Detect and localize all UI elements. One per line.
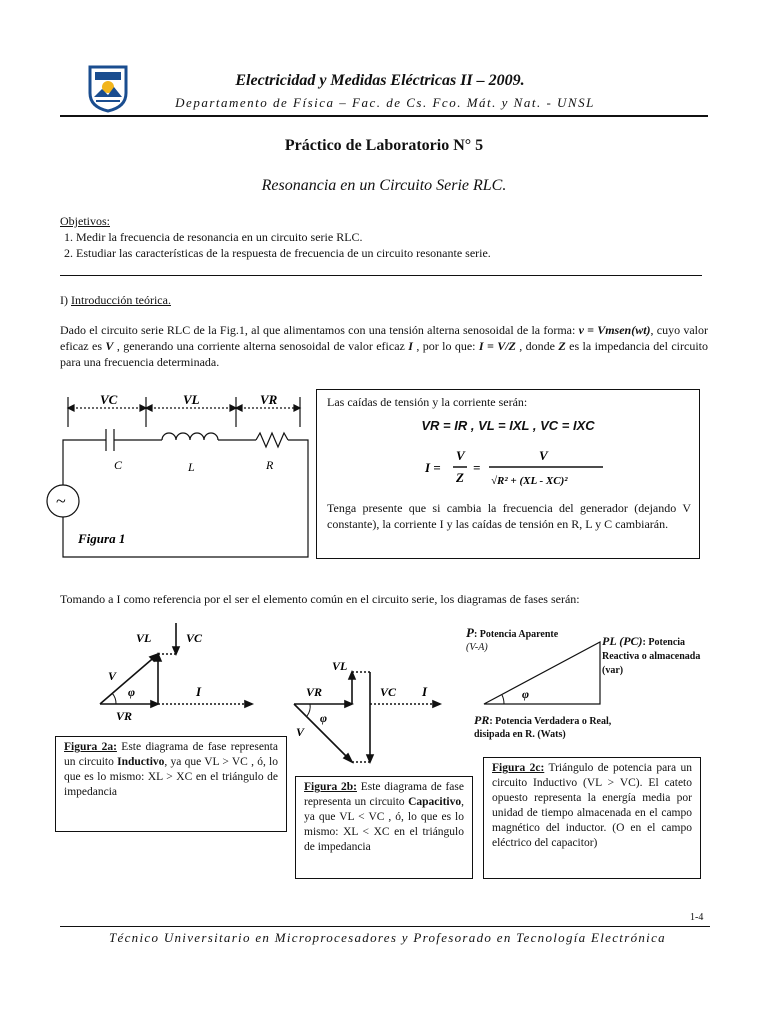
vl-label: VL <box>183 392 200 407</box>
figure-1-label: Figura 1 <box>78 531 126 546</box>
header-rule <box>60 115 708 117</box>
intro-text: , por lo que: <box>412 339 476 353</box>
figure-2c-caption <box>483 757 701 879</box>
apparent-power-label <box>466 626 606 654</box>
formula-den: Z <box>456 470 464 485</box>
caption-text: Este diagrama de fase representa un circuito <box>304 781 464 808</box>
figure-2a-caption <box>55 736 287 832</box>
figure-1-circuit <box>38 385 318 565</box>
intro-paragraph <box>60 322 708 370</box>
fig2b-vc: VC <box>380 685 397 699</box>
fig2a-phi: φ <box>128 685 136 699</box>
university-logo <box>88 65 128 113</box>
intro-text: , donde <box>515 339 559 353</box>
intro-symbol: I <box>408 339 413 353</box>
voltage-formulas: VR = IR , VL = IXL , VC = IXC <box>421 418 595 433</box>
ac-source-icon: ~ <box>56 491 66 511</box>
fig2b-v: V <box>296 725 305 739</box>
fig2b-vr: VR <box>306 685 323 699</box>
caption-label: Figura 2b: <box>304 781 357 793</box>
p-units: (V-A) <box>466 642 488 653</box>
fig2a-vr: VR <box>116 709 133 723</box>
intro-text: es la impedancia del circuito para una frecuencia determinada. <box>60 339 708 369</box>
current-equation: I = V/Z <box>478 339 516 353</box>
voltage-equation: v = Vmsen(wt) <box>578 323 651 337</box>
vr-label: VR <box>260 392 278 407</box>
course-title: Electricidad y Medidas Eléctricas II – 2009. <box>235 72 525 89</box>
fig2a-vl: VL <box>136 631 152 645</box>
objectives <box>60 213 708 261</box>
pl-symbol: PL (PC) <box>602 634 643 648</box>
formula-note: Tenga presente que si cambia la frecuencia del generador (dejando V constante), la corriente I y las caídas de tensión en R, L y C cambiarán. <box>327 501 691 531</box>
footer-rule <box>60 926 710 927</box>
footer-text: Técnico Universitario en Microprocesadores y Profesorado en Tecnología Electrónica <box>109 930 666 945</box>
caption-text: Este diagrama de fase representa un circuito <box>64 741 278 768</box>
practice-title: Práctico de Laboratorio N° 5 <box>284 137 484 154</box>
objective-item: 2. Estudiar las características de la respuesta de frecuencia de un circuito resonante serie. <box>64 246 491 260</box>
figure-2b-diagram <box>290 650 450 780</box>
fig2a-vc: VC <box>186 631 203 645</box>
pr-label: : Potencia Verdadera o Real, disipada en R. (Wats) <box>474 716 612 740</box>
caption-label: Figura 2a: <box>64 741 117 753</box>
resistor-label: R <box>266 458 274 472</box>
fig2b-i: I <box>422 684 428 699</box>
reactive-power-label <box>602 634 712 678</box>
caption-bold: Inductivo <box>117 756 165 768</box>
caption-label: Figura 2c: <box>492 762 545 774</box>
p-symbol: P <box>466 625 474 640</box>
page-number: 1-4 <box>690 912 704 923</box>
pr-symbol: PR <box>474 713 490 727</box>
vc-label: VC <box>100 392 118 407</box>
figure-2a-diagram <box>92 618 292 728</box>
objectives-rule <box>60 275 702 276</box>
practice-subtitle: Resonancia en un Circuito Serie RLC. <box>261 177 507 194</box>
section-number: I) <box>60 293 71 307</box>
intro-text: , generando una corriente alterna senosoidal de valor eficaz <box>113 339 409 353</box>
current-formula <box>417 442 617 492</box>
section-heading <box>60 292 171 308</box>
formula-num: V <box>456 448 465 463</box>
caption-text: , ya que VL > VC , ó, lo que es lo mismo: XL > XC en el triángulo de impedancia <box>64 756 278 798</box>
caption-bold: Capacitivo <box>408 796 462 808</box>
fig2c-phi: φ <box>522 687 530 701</box>
intro-text: Dado el circuito serie RLC de la Fig.1, al que alimentamos con una tensión alterna senosoidal de la forma: <box>60 323 576 337</box>
objective-item: 1. Medir la frecuencia de resonancia en un circuito serie RLC. <box>64 230 363 244</box>
formula-i: I = <box>425 460 441 475</box>
phasors-intro: Tomando a I como referencia por el ser el elemento común en el circuito serie, los diagramas de fases serán: <box>60 592 580 606</box>
figure-2b-caption <box>295 776 473 879</box>
fig2a-i: I <box>196 684 202 699</box>
intro-symbol: V <box>105 339 114 353</box>
inductor-label: L <box>188 460 195 474</box>
caption-text: , ya que VL < VC , ó, lo que es lo mismo: XL < XC en el triángulo de impedancia <box>304 796 464 853</box>
pl-label: : Potencia Reactiva o almacenada (var) <box>602 637 701 676</box>
formula-num: V <box>539 448 548 463</box>
real-power-label <box>474 714 624 741</box>
fig2b-vl: VL <box>332 659 348 673</box>
capacitor-label: C <box>114 458 123 472</box>
intro-symbol: Z <box>558 339 566 353</box>
formula-intro: Las caídas de tensión y la corriente serán: <box>327 395 528 409</box>
formula-box <box>316 389 700 559</box>
department-line: Departamento de Física – Fac. de Cs. Fco. Mát. y Nat. - UNSL <box>175 95 595 110</box>
formula-den: √R² + (XL - XC)² <box>491 475 568 487</box>
p-label: : Potencia Aparente <box>473 629 559 640</box>
caption-text: Triángulo de potencia para un circuito Inductivo (VL > VC). El cateto opuesto representa la energía media por unidad de tiempo almacenada en el campo magnético del inductor. (O en el campo eléctrico del capacitor) <box>492 762 692 849</box>
formula-equals: = <box>473 460 481 475</box>
intro-text: , cuyo valor eficaz es <box>60 323 708 353</box>
fig2b-phi: φ <box>320 711 328 725</box>
objectives-heading: Objetivos: <box>60 214 110 228</box>
fig2a-v: V <box>108 669 117 683</box>
section-title: Introducción teórica. <box>71 293 171 307</box>
